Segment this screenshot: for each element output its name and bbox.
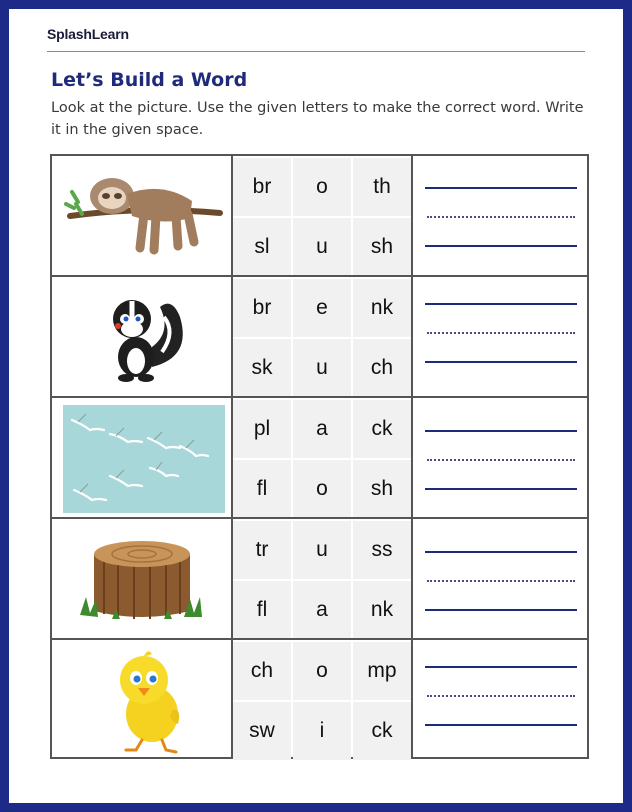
letter-cell: u xyxy=(293,218,351,276)
letter-cell: u xyxy=(293,521,351,579)
letter-cell: ck xyxy=(353,702,411,760)
table-row xyxy=(52,156,587,277)
letter-grid xyxy=(233,279,411,396)
letter-cell: o xyxy=(293,158,351,216)
brand-logo: SplashLearn xyxy=(47,26,129,42)
answer-space[interactable] xyxy=(413,640,587,759)
letter-cell: o xyxy=(293,460,351,518)
letter-cell: fl xyxy=(233,581,291,639)
table-row xyxy=(52,277,587,398)
letter-cell: tr xyxy=(233,521,291,579)
birds-picture xyxy=(52,398,231,517)
letter-cell: sw xyxy=(233,702,291,760)
table-row xyxy=(52,398,587,519)
letter-cell: nk xyxy=(353,581,411,639)
answer-space[interactable] xyxy=(413,156,587,275)
letter-cell: nk xyxy=(353,279,411,337)
instructions: Look at the picture. Use the given letters to make the correct word. Write it in the given space. xyxy=(51,100,584,138)
letter-grid xyxy=(233,158,411,275)
letter-cell: pl xyxy=(233,400,291,458)
table-row xyxy=(52,519,587,640)
letter-cell: th xyxy=(353,158,411,216)
answer-space[interactable] xyxy=(413,398,587,517)
letter-cell: ck xyxy=(353,400,411,458)
letter-cell: e xyxy=(293,279,351,337)
letter-cell: br xyxy=(233,158,291,216)
letter-cell: sl xyxy=(233,218,291,276)
answer-space[interactable] xyxy=(413,277,587,396)
letter-cell: fl xyxy=(233,460,291,518)
letter-cell: sh xyxy=(353,218,411,276)
worksheet-table xyxy=(50,154,589,759)
page-title: Let’s Build a Word xyxy=(51,69,248,91)
letter-cell: a xyxy=(293,400,351,458)
answer-space[interactable] xyxy=(413,519,587,638)
letter-cell: mp xyxy=(353,642,411,700)
letter-cell: sk xyxy=(233,339,291,397)
letter-cell: ch xyxy=(233,642,291,700)
letter-cell: o xyxy=(293,642,351,700)
header-divider xyxy=(47,51,585,52)
letter-cell: br xyxy=(233,279,291,337)
table-row xyxy=(52,640,587,761)
tree-stump-picture xyxy=(52,519,231,638)
letter-grid xyxy=(233,642,411,759)
letter-cell: ch xyxy=(353,339,411,397)
skunk-picture xyxy=(52,277,231,396)
letter-cell: ss xyxy=(353,521,411,579)
letter-cell: u xyxy=(293,339,351,397)
sloth-picture xyxy=(52,156,231,275)
letter-cell: sh xyxy=(353,460,411,518)
letter-grid xyxy=(233,400,411,517)
letter-grid xyxy=(233,521,411,638)
chick-picture xyxy=(52,640,231,759)
letter-cell: i xyxy=(293,702,351,760)
letter-cell: a xyxy=(293,581,351,639)
